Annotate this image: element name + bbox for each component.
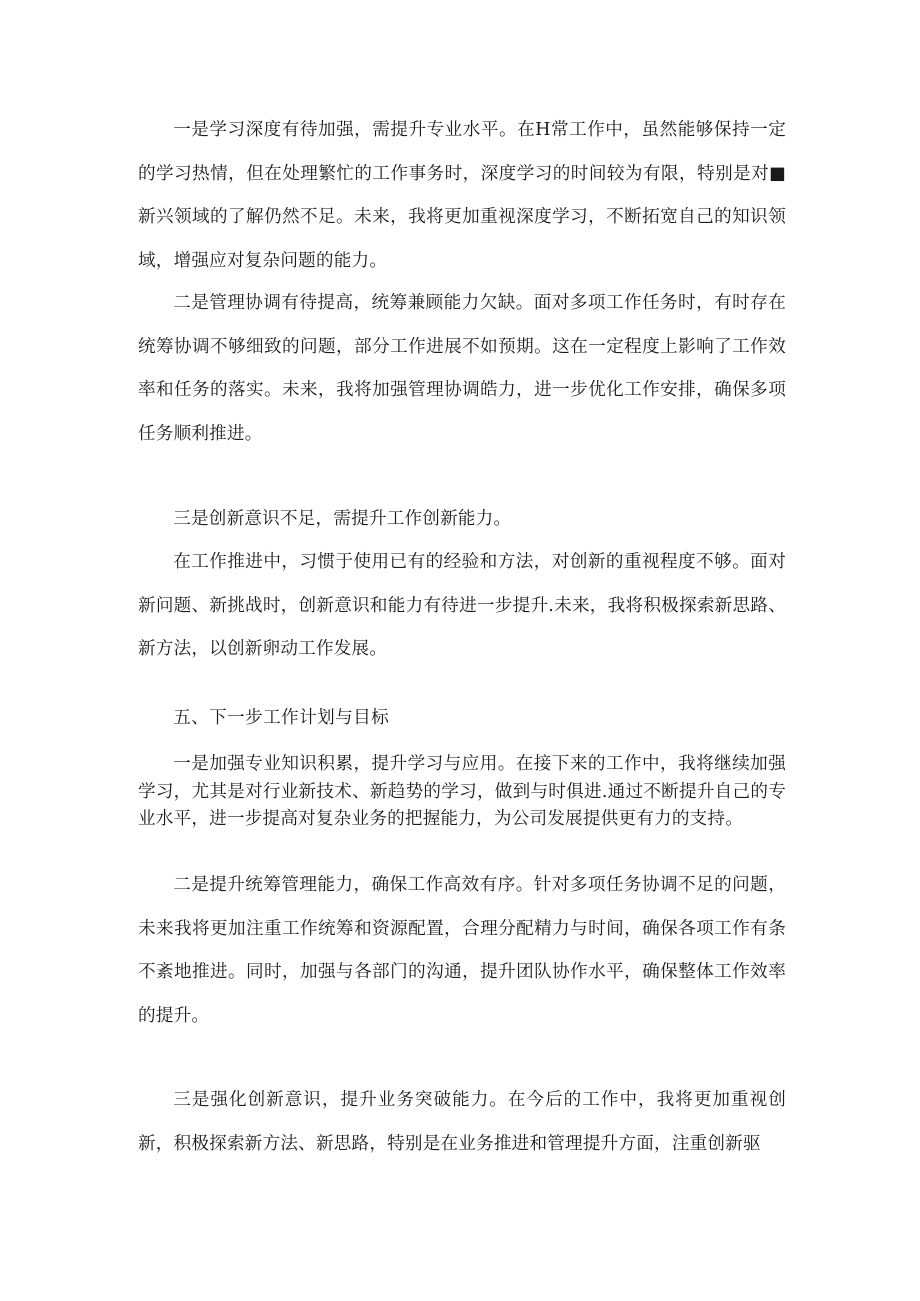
- section-heading-next-steps: 五、下一步工作计划与目标: [173, 708, 390, 728]
- paragraph-study-depth: 一是学习深度有待加强，需提升专业水平。在H常工作中，虽然能够保持一定的学习热情，但在处理繁忙的工作事务时，深度学习的时间较为有限，特别是对■新兴领域的了解仍然不足。未来，我将更加重视深度学习，不断拓宽自己的知识领域，增强应对复杂问题的能力。: [138, 120, 786, 271]
- paragraph-innovation-awareness: 三是创新意识不足，需提升工作创新能力。: [173, 509, 512, 529]
- paragraph-coordination-management: 二是提升统筹管理能力，确保工作高效有序。针对多项任务协调不足的问题，未来我将更加注重工作统筹和资源配置，合理分配精力与时间，确保各项工作有条不紊地推进。同时，加强与各部门的沟通，提升团队协作水平，确保整体工作效率的提升。: [138, 875, 786, 1026]
- paragraph-strengthen-innovation: 三是强化创新意识，提升业务突破能力。在今后的工作中，我将更加重视创新，积极探索新方法、新思路，特别是在业务推进和管理提升方面，注重创新驱: [138, 1090, 786, 1154]
- paragraph-professional-knowledge: 一是加强专业知识积累，提升学习与应用。在接下来的工作中，我将继续加强学习，尤其是对行业新技术、新趋势的学习，做到与时俱进.通过不断提升自己的专业水平，进一步提高对复杂业务的把握能力，为公司发展提供更有力的支持。: [138, 754, 786, 829]
- paragraph-work-advancement: 在工作推进中，习惯于使用已有的经验和方法，对创新的重视程度不够。面对新问题、新挑战时，创新意识和能力有待进一步提升.未来，我将积极探索新思路、新方法，以创新卵动工作发展。: [138, 552, 786, 659]
- paragraph-management-coordination: 二是管理协调有待提高，统筹兼顾能力欠缺。面对多项工作任务时，有时存在统筹协调不够细致的问题，部分工作进展不如预期。这在一定程度上影响了工作效率和任务的落实。未来，我将加强管理协调皓力，进一步优化工作安排，确保多项任务顺利推进。: [138, 293, 786, 444]
